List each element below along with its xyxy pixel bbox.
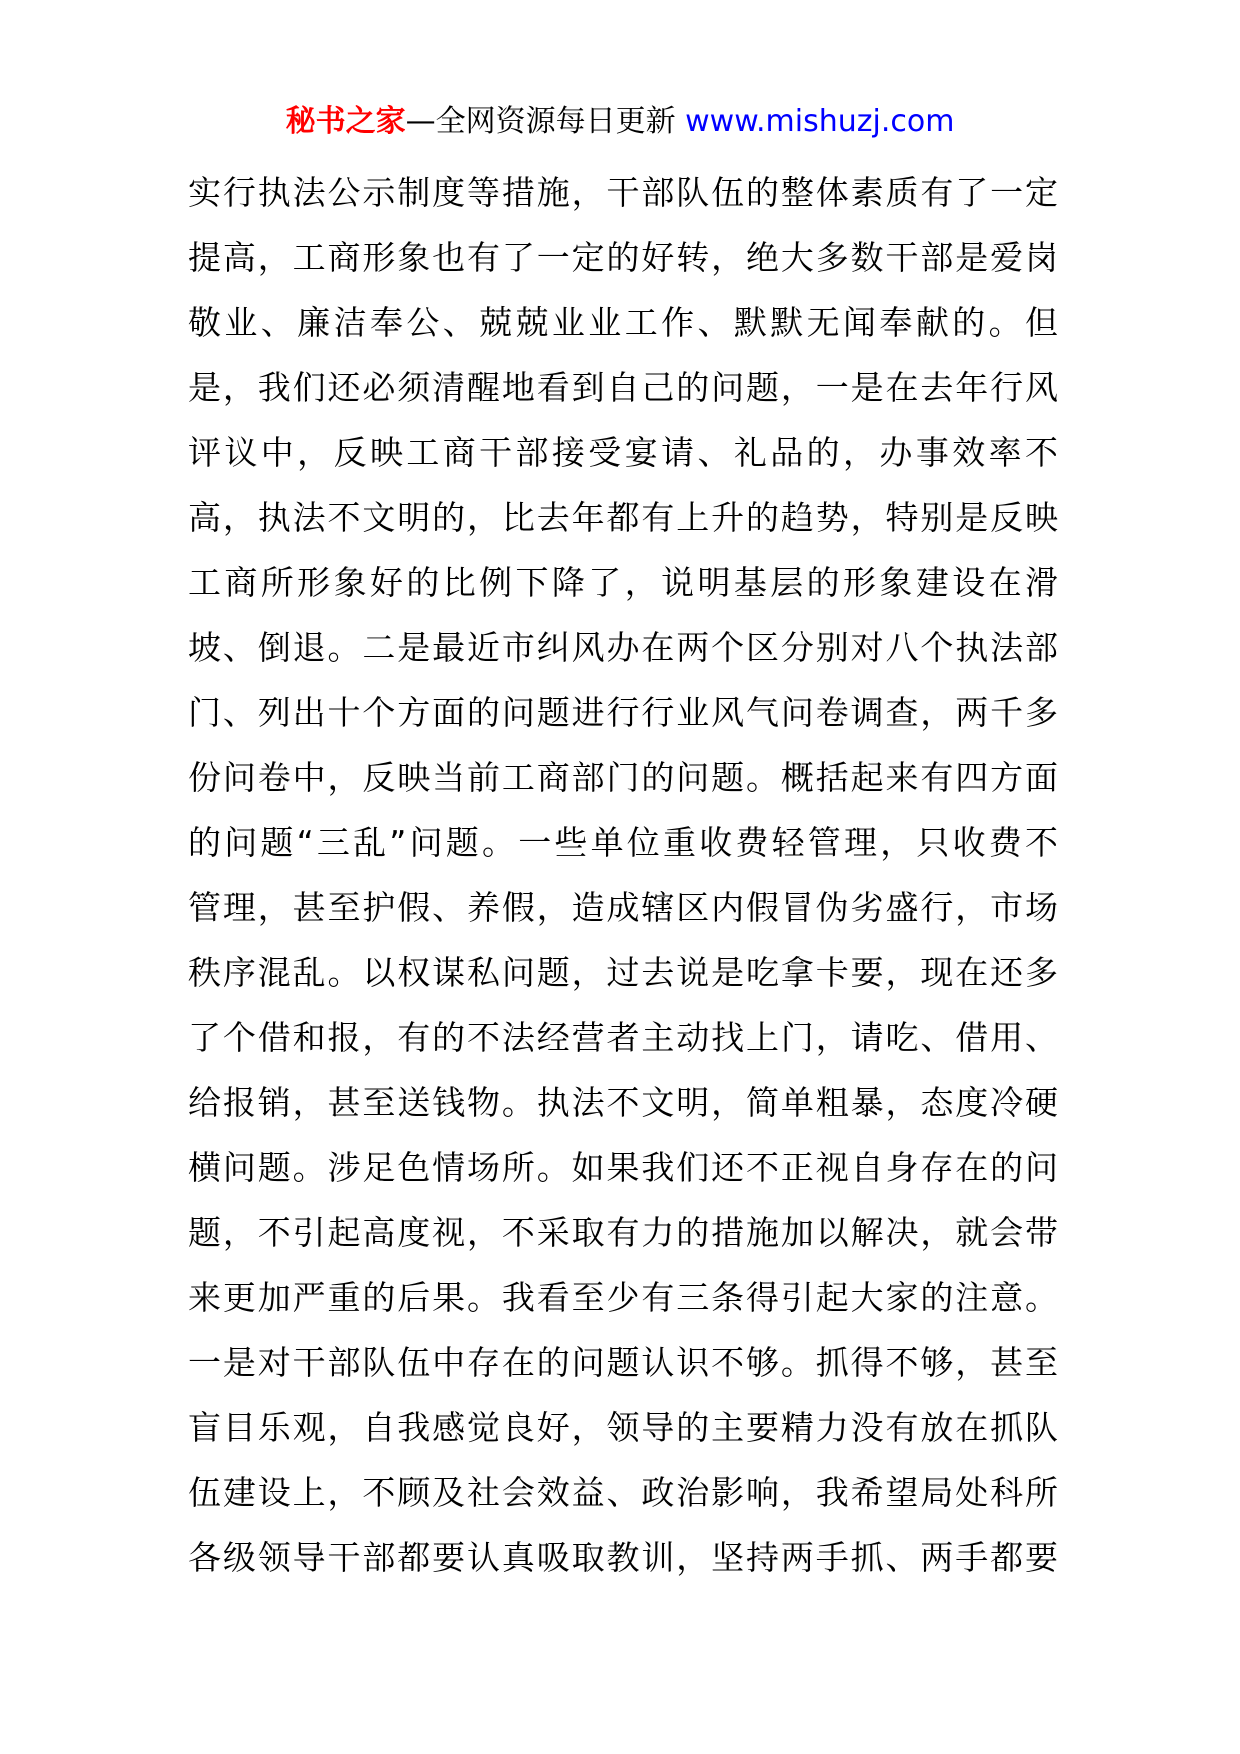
- page-header: [0, 102, 1240, 142]
- text-line: 各级领导干部都要认真吸取教训，坚持两手抓、两手都要: [188, 1538, 1058, 1577]
- text-line: 来更加严重的后果。我看至少有三条得引起大家的注意。: [188, 1278, 1058, 1317]
- text-line: 实行执法公示制度等措施，干部队伍的整体素质有了一定: [188, 173, 1058, 212]
- site-brand: 秘书之家: [285, 104, 406, 139]
- text-line: 秩序混乱。以权谋私问题，过去说是吃拿卡要，现在还多: [188, 953, 1058, 992]
- text-line: 提高，工商形象也有了一定的好转，绝大多数干部是爱岗: [188, 238, 1058, 277]
- text-line: 是，我们还必须清醒地看到自己的问题，一是在去年行风: [188, 368, 1058, 407]
- text-line: 给报销，甚至送钱物。执法不文明，简单粗暴，态度冷硬: [188, 1083, 1058, 1122]
- text-line: 的问题“三乱”问题。一些单位重收费轻管理，只收费不: [188, 823, 1058, 862]
- text-line: 一是对干部队伍中存在的问题认识不够。抓得不够，甚至: [188, 1343, 1058, 1382]
- site-url-link[interactable]: www.mishuzj.com: [685, 104, 955, 139]
- text-line: 坡、倒退。二是最近市纠风办在两个区分别对八个执法部: [188, 628, 1058, 667]
- text-line: 了个借和报，有的不法经营者主动找上门，请吃、借用、: [188, 1018, 1058, 1057]
- text-line: 横问题。涉足色情场所。如果我们还不正视自身存在的问: [188, 1148, 1058, 1187]
- text-line: 门、列出十个方面的问题进行行业风气问卷调查，两千多: [188, 693, 1058, 732]
- text-line: 工商所形象好的比例下降了，说明基层的形象建设在滑: [188, 563, 1058, 602]
- text-line: 高，执法不文明的，比去年都有上升的趋势，特别是反映: [188, 498, 1058, 537]
- text-line: 敬业、廉洁奉公、兢兢业业工作、默默无闻奉献的。但: [188, 303, 1058, 342]
- text-line: 盲目乐观，自我感觉良好，领导的主要精力没有放在抓队: [188, 1408, 1058, 1447]
- text-line: 管理，甚至护假、养假，造成辖区内假冒伪劣盛行，市场: [188, 888, 1058, 927]
- document-body: [188, 160, 1058, 1590]
- site-tagline: —全网资源每日更新: [405, 104, 686, 139]
- text-line: 题，不引起高度视，不采取有力的措施加以解决，就会带: [188, 1213, 1058, 1252]
- text-line: 份问卷中，反映当前工商部门的问题。概括起来有四方面: [188, 758, 1058, 797]
- text-line: 评议中，反映工商干部接受宴请、礼品的，办事效率不: [188, 433, 1058, 472]
- text-line: 伍建设上，不顾及社会效益、政治影响，我希望局处科所: [188, 1473, 1058, 1512]
